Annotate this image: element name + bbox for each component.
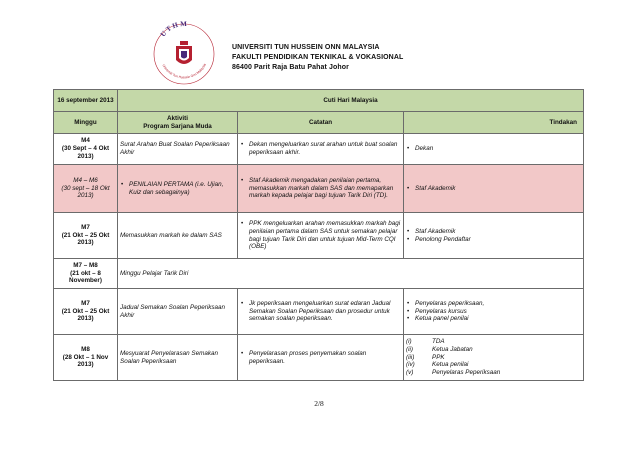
list-number: (i)	[406, 338, 412, 345]
faculty-name: FAKULTI PENDIDIKAN TEKNIKAL & VOKASIONAL	[232, 54, 404, 61]
activity-cell: Surat Arahan Buat Soalan Peperiksaan Akhir	[118, 134, 238, 165]
logo-letters: U T H M	[158, 20, 187, 39]
holiday-row	[54, 90, 584, 112]
col-activity: Aktiviti Program Sarjana Muda	[118, 112, 238, 134]
logo-arc-text: Universiti Tun Hussein Onn Malaysia	[161, 62, 207, 80]
action-cell	[404, 289, 584, 335]
holiday-label: Cuti Hari Malaysia	[118, 90, 584, 112]
activity-cell: Mesyuarat Penyelarasan Semakan Soalan Peperiksaan	[118, 335, 238, 381]
list-item: • Dekan mengeluarkan surat arahan untuk buat soalan peperiksaan akhir.	[249, 141, 401, 157]
list-text: TDA	[432, 338, 445, 345]
list-number: (iv)	[406, 361, 415, 369]
schedule-table	[53, 89, 584, 381]
list-item: • Penyelaras kursus	[415, 308, 581, 316]
action-cell	[404, 335, 584, 381]
table-row	[54, 213, 584, 259]
institution-name: UNIVERSITI TUN HUSSEIN ONN MALAYSIA	[232, 44, 380, 51]
notes-cell	[238, 335, 404, 381]
list-item: • Penolong Pendaftar	[415, 236, 581, 244]
list-item: • Ketua panel penilai	[415, 315, 581, 323]
list-item	[406, 369, 581, 377]
list-item: • Jk peperiksaan mengeluarkan surat edaran Jadual Semakan Soalan Peperiksaan dan prosedur untuk semakan soalan peperiksaan.	[249, 300, 401, 323]
institution-header	[232, 43, 403, 73]
activity-cell: Jadual Semakan Soalan Peperiksaan Akhir	[118, 289, 238, 335]
column-header-row	[54, 112, 584, 134]
uthm-logo	[150, 20, 218, 88]
list-text: Penyelaras Peperiksaan	[432, 369, 501, 377]
action-cell	[404, 213, 584, 259]
activity-cell: Minggu Pelajar Tarik Diri	[118, 259, 584, 289]
address: 86400 Parit Raja Batu Pahat Johor	[232, 64, 349, 71]
table-row	[54, 289, 584, 335]
holiday-date: 16 september 2013	[54, 90, 118, 112]
list-text: Ketua Jabatan	[432, 345, 473, 353]
notes-cell	[238, 134, 404, 165]
week-cell: M4 – M6 (30 sept – 18 Okt 2013)	[54, 165, 118, 213]
week-cell: M8 (28 Okt – 1 Nov 2013)	[54, 335, 118, 381]
action-cell	[404, 134, 584, 165]
page-number: 2/8	[314, 399, 324, 408]
list-item: • Staf Akademik	[415, 228, 581, 236]
table-row	[54, 259, 584, 289]
list-item	[406, 346, 581, 354]
list-text: PPK	[432, 353, 445, 361]
week-cell: M4 (30 Sept – 4 Okt 2013)	[54, 134, 118, 165]
list-text: Ketua penilai	[432, 361, 469, 369]
action-cell	[404, 165, 584, 213]
list-item: • Penyelaras peperiksaan,	[415, 300, 581, 308]
list-item: • PPK mengeluarkan arahan memasukkan markah bagi penilaian pertama dalam SAS untuk semakan pelajar bagi tujuan Tarik Diri dan untuk tujuan Mid-Term CQI (OBE)	[249, 220, 401, 251]
list-item	[406, 354, 581, 362]
table-row	[54, 335, 584, 381]
notes-cell	[238, 165, 404, 213]
col-notes: Catatan	[238, 112, 404, 134]
list-item: • Penyelarasan proses penyemakan soalan peperiksaan.	[249, 350, 401, 366]
list-number: (v)	[406, 369, 414, 377]
col-action: Tindakan	[404, 112, 584, 134]
table-row	[54, 165, 584, 213]
notes-cell	[238, 289, 404, 335]
list-number: (ii)	[406, 345, 413, 353]
activity-cell	[118, 165, 238, 213]
col-week: Minggu	[54, 112, 118, 134]
week-cell: M7 – M8 (21 okt – 8 November)	[54, 259, 118, 289]
list-item	[406, 338, 581, 346]
activity-cell: Memasukkan markah ke dalam SAS	[118, 213, 238, 259]
list-item: • PENILAIAN PERTAMA (i.e. Ujian, Kuiz dan sebagainya)	[129, 181, 235, 197]
list-item: • Staf Akademik mengadakan penilaian pertama, memasukkan markah dalam SAS dan memaparkan markah kepada pelajar bagi tujuan Tarik Diri (TD).	[249, 177, 401, 200]
notes-cell	[238, 213, 404, 259]
list-item: • Dekan	[415, 145, 581, 153]
list-item	[406, 361, 581, 369]
list-number: (iii)	[406, 353, 415, 361]
week-cell: M7 (21 Okt – 25 Okt 2013)	[54, 289, 118, 335]
week-cell: M7 (21 Okt – 25 Okt 2013)	[54, 213, 118, 259]
list-item: • Staf Akademik	[415, 185, 581, 193]
table-row	[54, 134, 584, 165]
